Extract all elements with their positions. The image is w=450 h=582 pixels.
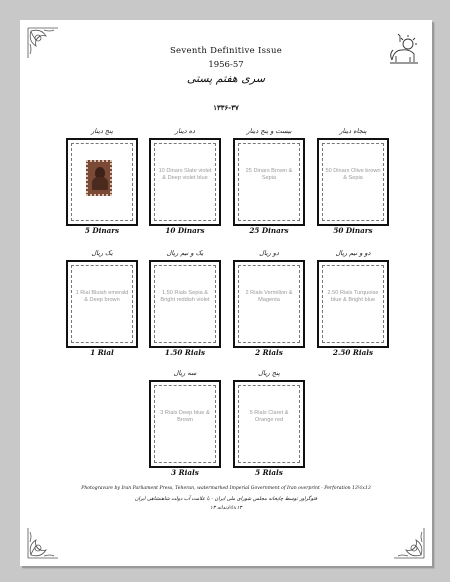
- stamp-description: 5 Rials Claret & Orange red: [249, 410, 289, 423]
- stamp-value: 5 Rials: [255, 468, 283, 477]
- stamp-description: 1.50 Rials Sepia & Bright reddish violet: [160, 290, 210, 303]
- stamp-frame: [149, 138, 221, 226]
- stamp-persian-label: بیست و پنج دینار: [246, 127, 292, 135]
- stamp-persian-label: پنج ریال: [258, 369, 280, 377]
- page-title-persian: سری هفتم پستی: [186, 72, 266, 85]
- stamp-description: 25 Dinars Brown & Sepia: [245, 168, 293, 181]
- stamp-frame: [317, 260, 389, 348]
- stamp-description: 1 Rial Bluish emerald & Deep brown: [75, 290, 129, 303]
- stamp-frame: [233, 380, 305, 468]
- stamp-value: 10 Dinars: [165, 226, 205, 235]
- stamp-frame: [66, 260, 138, 348]
- stamp-value: 1.50 Rials: [164, 348, 206, 357]
- stamp-description: 50 Dinars Olive brown & Sepia: [325, 168, 381, 181]
- footer-note-persian-2: دندانه ۱۳½x۱۳: [210, 505, 242, 511]
- stamp-frame: [149, 260, 221, 348]
- stamp-value: 5 Dinars: [84, 226, 120, 235]
- stamp-frame: [233, 138, 305, 226]
- stamp-value: 1 Rial: [90, 348, 114, 357]
- stamp-frame: [317, 138, 389, 226]
- footer-note-persian-1: فتوگراور توسط چاپخانه مجلس شورای ملی ایران - با علامت آب دولت شاهنشاهی ایران: [134, 496, 318, 502]
- stamp-persian-label: دو ریال: [259, 249, 279, 257]
- stamp-frame: [233, 260, 305, 348]
- stamp-frame: [149, 380, 221, 468]
- stamp-persian-label: یک ریال: [91, 249, 113, 257]
- stamp-description: 10 Dinars Slate violet & Deep violet blue: [158, 168, 212, 181]
- stamp-value: 50 Dinars: [333, 226, 373, 235]
- stamp-persian-label: یک و نیم ریال: [166, 249, 204, 257]
- stamp-persian-label: پنجاه دینار: [339, 127, 367, 135]
- corner-ornament-bottom-right: [392, 526, 426, 560]
- stamp-value: 3 Rials: [171, 468, 199, 477]
- stamp-description: 2 Rials Vermilion & Magenta: [245, 290, 293, 303]
- stamp-persian-label: ده دینار: [174, 127, 196, 135]
- stamp-persian-label: پنج دینار: [91, 127, 113, 135]
- stamp-persian-label: سه ریال: [173, 369, 197, 377]
- stamp-value: 2 Rials: [255, 348, 283, 357]
- stamp-frame: [66, 138, 138, 226]
- footer-note-english: Photogravure by Iran Parliament Press, Teheran, watermarked Imperial Government of Iran overprint - Perforation 13½x13: [81, 486, 371, 491]
- stamp-value: 25 Dinars: [249, 226, 289, 235]
- stamp-persian-label: دو و نیم ریال: [335, 249, 371, 257]
- portrait-stamp-image: [86, 160, 112, 196]
- stamp-value: 2.50 Rials: [332, 348, 374, 357]
- page-title: Seventh Definitive Issue: [169, 46, 283, 56]
- corner-ornament-bottom-left: [26, 526, 60, 560]
- page-years-persian: ۱۳۳۶-۳۷: [213, 103, 239, 112]
- stamp-description: 2.50 Rials Turquoise blue & Bright blue: [327, 290, 379, 303]
- album-page: [20, 20, 432, 566]
- page-years: 1956-57: [208, 60, 244, 70]
- stamp-description: 3 Rials Deep blue & Brown: [160, 410, 210, 423]
